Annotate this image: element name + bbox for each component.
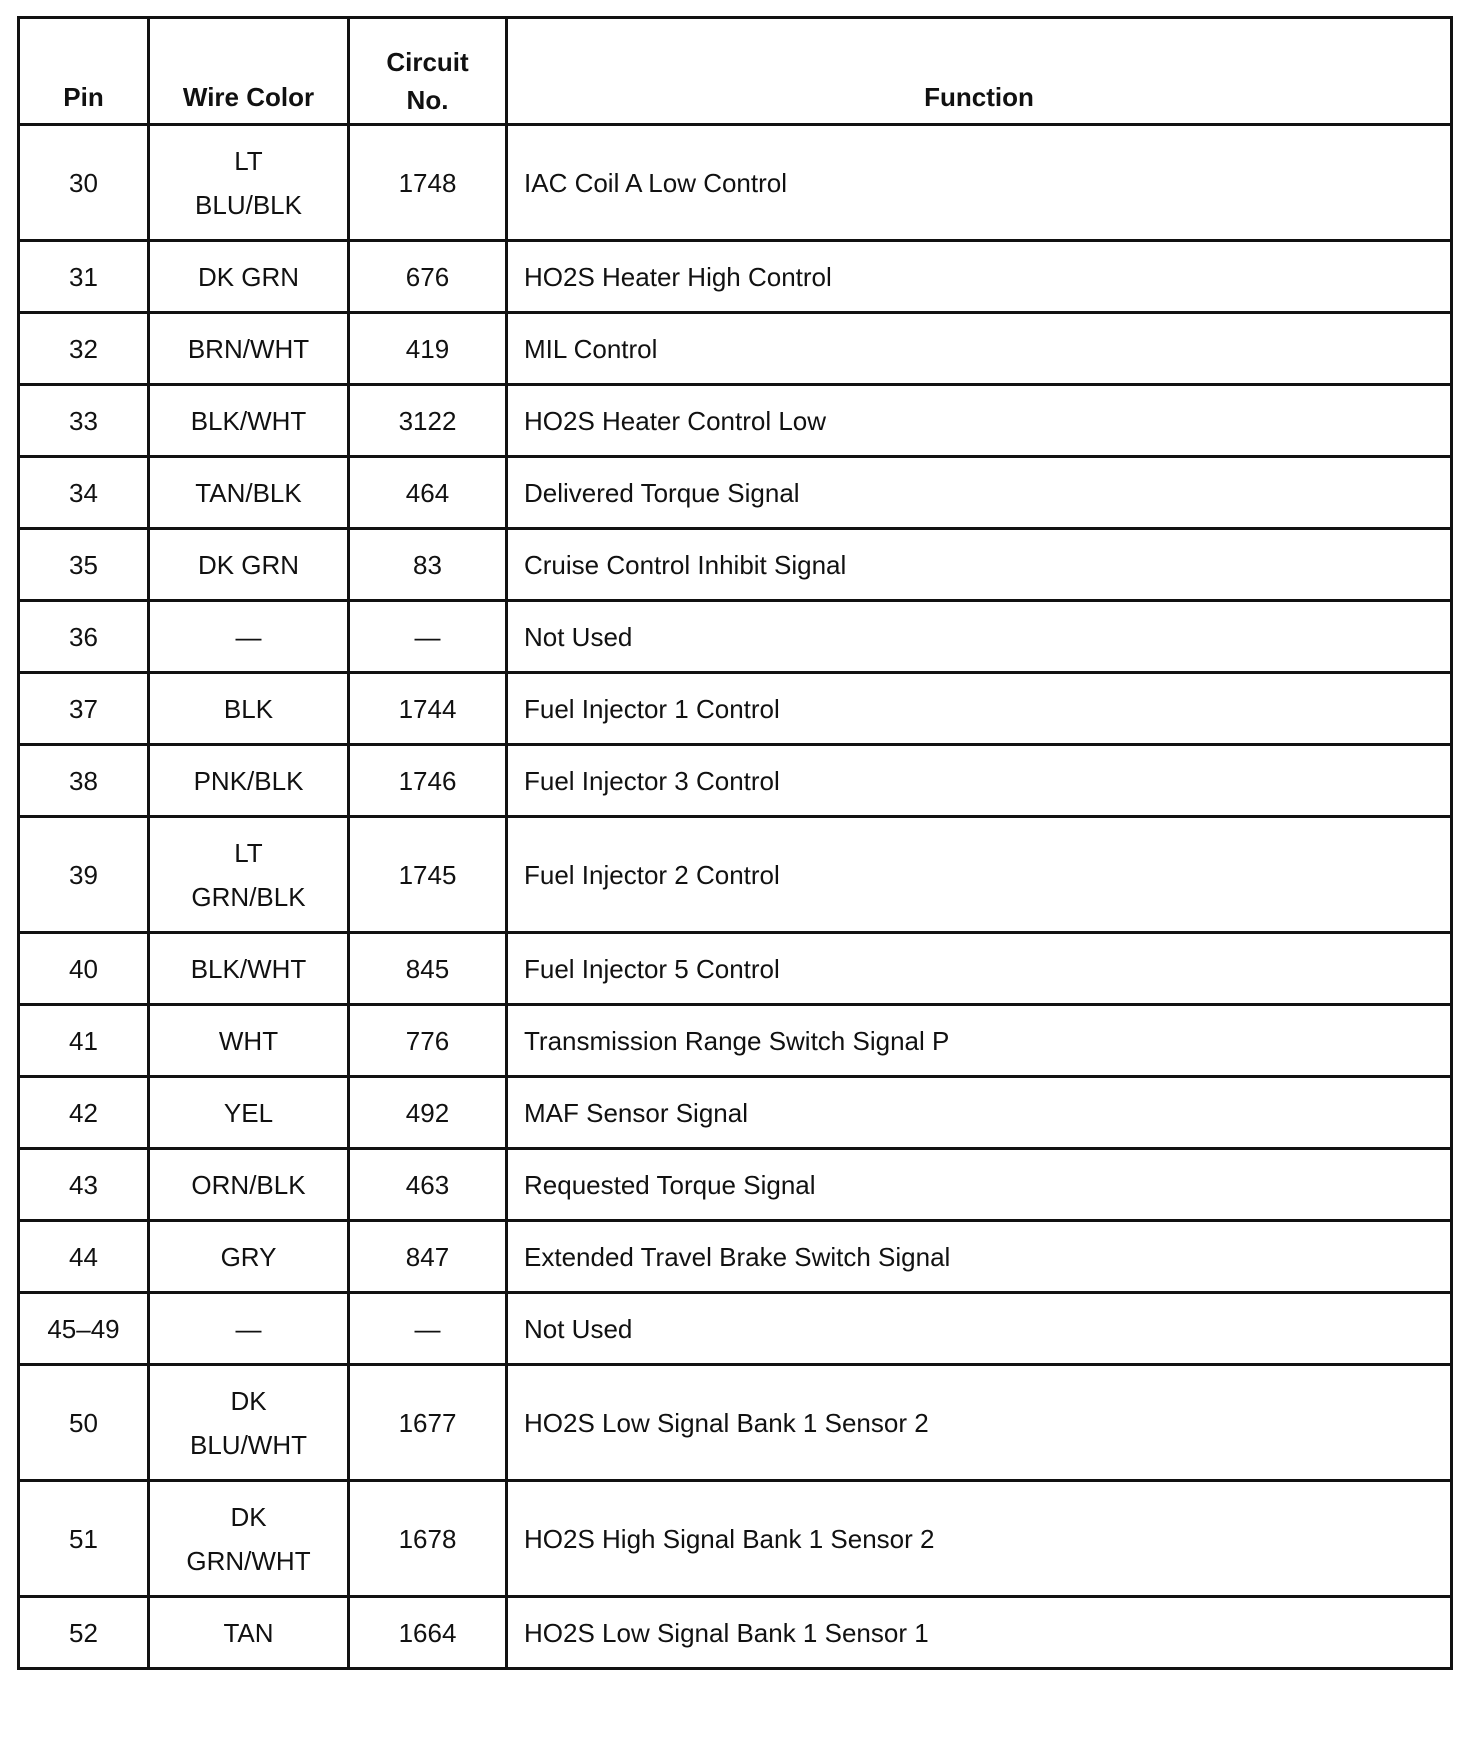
- wire-color-text: PNK/BLK: [193, 765, 304, 796]
- function-cell: Fuel Injector 3 Control: [507, 745, 1452, 817]
- table-row: [19, 125, 1452, 241]
- wire-color-cell: [149, 1005, 349, 1077]
- pin-cell: 31: [19, 241, 149, 313]
- circuit-cell: 492: [349, 1077, 507, 1149]
- wire-color-text: ORN/BLK: [191, 1169, 306, 1200]
- header-circuit-line2: No.: [406, 85, 449, 115]
- pin-cell: 32: [19, 313, 149, 385]
- function-cell: HO2S Heater Control Low: [507, 385, 1452, 457]
- circuit-cell: 1664: [349, 1597, 507, 1669]
- wire-color-text: BLU/BLK: [195, 189, 302, 220]
- function-cell: MAF Sensor Signal: [507, 1077, 1452, 1149]
- wire-color-cell: [149, 1293, 349, 1365]
- pin-cell: 34: [19, 457, 149, 529]
- function-cell: HO2S High Signal Bank 1 Sensor 2: [507, 1481, 1452, 1597]
- wire-color-text: GRN/BLK: [191, 881, 306, 912]
- pin-cell: 52: [19, 1597, 149, 1669]
- wire-color-cell: [149, 1149, 349, 1221]
- header-pin: Pin: [19, 18, 149, 125]
- header-circuit-line1: Circuit: [386, 47, 469, 77]
- circuit-cell: 1746: [349, 745, 507, 817]
- wire-color-text: DK GRN: [197, 549, 300, 580]
- function-cell: Not Used: [507, 1293, 1452, 1365]
- table-row: [19, 601, 1452, 673]
- wire-color-cell: [149, 385, 349, 457]
- pin-cell: 37: [19, 673, 149, 745]
- pin-cell: 44: [19, 1221, 149, 1293]
- circuit-cell: 676: [349, 241, 507, 313]
- pin-cell: 33: [19, 385, 149, 457]
- wire-color-cell: [149, 313, 349, 385]
- wire-color-cell: [149, 241, 349, 313]
- circuit-cell: 845: [349, 933, 507, 1005]
- function-cell: Delivered Torque Signal: [507, 457, 1452, 529]
- wire-color-text: GRY: [220, 1241, 277, 1272]
- pin-cell: 51: [19, 1481, 149, 1597]
- header-circuit-no: [349, 18, 507, 125]
- wire-color-cell: [149, 1597, 349, 1669]
- table-row: [19, 1005, 1452, 1077]
- wire-color-text: BLK: [223, 693, 274, 724]
- circuit-cell: 776: [349, 1005, 507, 1077]
- header-wire-color: Wire Color: [149, 18, 349, 125]
- function-cell: HO2S Low Signal Bank 1 Sensor 2: [507, 1365, 1452, 1481]
- pin-cell: 35: [19, 529, 149, 601]
- table-row: [19, 817, 1452, 933]
- circuit-cell: 3122: [349, 385, 507, 457]
- function-cell: Fuel Injector 2 Control: [507, 817, 1452, 933]
- table-body: [19, 125, 1452, 1669]
- function-cell: MIL Control: [507, 313, 1452, 385]
- pin-cell: 43: [19, 1149, 149, 1221]
- table-row: [19, 1221, 1452, 1293]
- wire-color-text: TAN: [223, 1617, 274, 1648]
- table-row: [19, 1077, 1452, 1149]
- function-cell: Fuel Injector 5 Control: [507, 933, 1452, 1005]
- wire-color-text: —: [235, 1313, 262, 1344]
- pin-cell: 42: [19, 1077, 149, 1149]
- circuit-cell: 1748: [349, 125, 507, 241]
- table-row: [19, 1149, 1452, 1221]
- wire-color-cell: [149, 817, 349, 933]
- circuit-cell: 1678: [349, 1481, 507, 1597]
- wire-color-cell: [149, 529, 349, 601]
- table-row: [19, 529, 1452, 601]
- wire-color-text: WHT: [218, 1025, 279, 1056]
- pin-cell: 41: [19, 1005, 149, 1077]
- pin-cell: 50: [19, 1365, 149, 1481]
- wire-color-text: DK: [230, 1501, 267, 1532]
- circuit-cell: —: [349, 601, 507, 673]
- table-row: [19, 241, 1452, 313]
- wire-color-cell: [149, 745, 349, 817]
- circuit-cell: 83: [349, 529, 507, 601]
- wire-color-text: DK GRN: [197, 261, 300, 292]
- circuit-cell: 1677: [349, 1365, 507, 1481]
- wire-color-text: BRN/WHT: [187, 333, 310, 364]
- function-cell: IAC Coil A Low Control: [507, 125, 1452, 241]
- function-cell: Transmission Range Switch Signal P: [507, 1005, 1452, 1077]
- wire-color-cell: [149, 933, 349, 1005]
- circuit-cell: 464: [349, 457, 507, 529]
- wire-color-text: YEL: [223, 1097, 274, 1128]
- table-row: [19, 1597, 1452, 1669]
- header-function: Function: [507, 18, 1452, 125]
- table-row: [19, 385, 1452, 457]
- wire-color-text: LT: [234, 145, 263, 176]
- wire-color-text: —: [235, 621, 262, 652]
- table-header: [19, 18, 1452, 125]
- wire-color-cell: [149, 1481, 349, 1597]
- table-row: [19, 1365, 1452, 1481]
- function-cell: HO2S Low Signal Bank 1 Sensor 1: [507, 1597, 1452, 1669]
- function-cell: Not Used: [507, 601, 1452, 673]
- table-row: [19, 457, 1452, 529]
- wire-color-cell: [149, 1077, 349, 1149]
- pin-cell: 38: [19, 745, 149, 817]
- table-row: [19, 1481, 1452, 1597]
- pin-cell: 30: [19, 125, 149, 241]
- circuit-cell: 847: [349, 1221, 507, 1293]
- header-row: [19, 18, 1452, 125]
- wire-color-text: TAN/BLK: [195, 477, 302, 508]
- table-row: [19, 313, 1452, 385]
- circuit-cell: 463: [349, 1149, 507, 1221]
- wire-color-text: BLU/WHT: [190, 1429, 307, 1460]
- wire-color-cell: [149, 673, 349, 745]
- wire-color-text: BLK/WHT: [190, 953, 307, 984]
- function-cell: Extended Travel Brake Switch Signal: [507, 1221, 1452, 1293]
- circuit-cell: —: [349, 1293, 507, 1365]
- wire-color-text: GRN/WHT: [186, 1545, 311, 1576]
- circuit-cell: 1744: [349, 673, 507, 745]
- connector-pinout-table: [17, 16, 1453, 1670]
- pin-cell: 39: [19, 817, 149, 933]
- table-row: [19, 673, 1452, 745]
- function-cell: HO2S Heater High Control: [507, 241, 1452, 313]
- wire-color-cell: [149, 457, 349, 529]
- wire-color-text: BLK/WHT: [190, 405, 307, 436]
- function-cell: Requested Torque Signal: [507, 1149, 1452, 1221]
- table-row: [19, 745, 1452, 817]
- circuit-cell: 1745: [349, 817, 507, 933]
- pin-cell: 40: [19, 933, 149, 1005]
- wire-color-cell: [149, 1221, 349, 1293]
- pin-cell: 36: [19, 601, 149, 673]
- table-row: [19, 933, 1452, 1005]
- table-row: [19, 1293, 1452, 1365]
- wire-color-text: DK: [230, 1385, 267, 1416]
- wire-color-cell: [149, 1365, 349, 1481]
- function-cell: Cruise Control Inhibit Signal: [507, 529, 1452, 601]
- wire-color-cell: [149, 125, 349, 241]
- wire-color-text: LT: [234, 837, 263, 868]
- pin-cell: 45–49: [19, 1293, 149, 1365]
- circuit-cell: 419: [349, 313, 507, 385]
- wire-color-cell: [149, 601, 349, 673]
- function-cell: Fuel Injector 1 Control: [507, 673, 1452, 745]
